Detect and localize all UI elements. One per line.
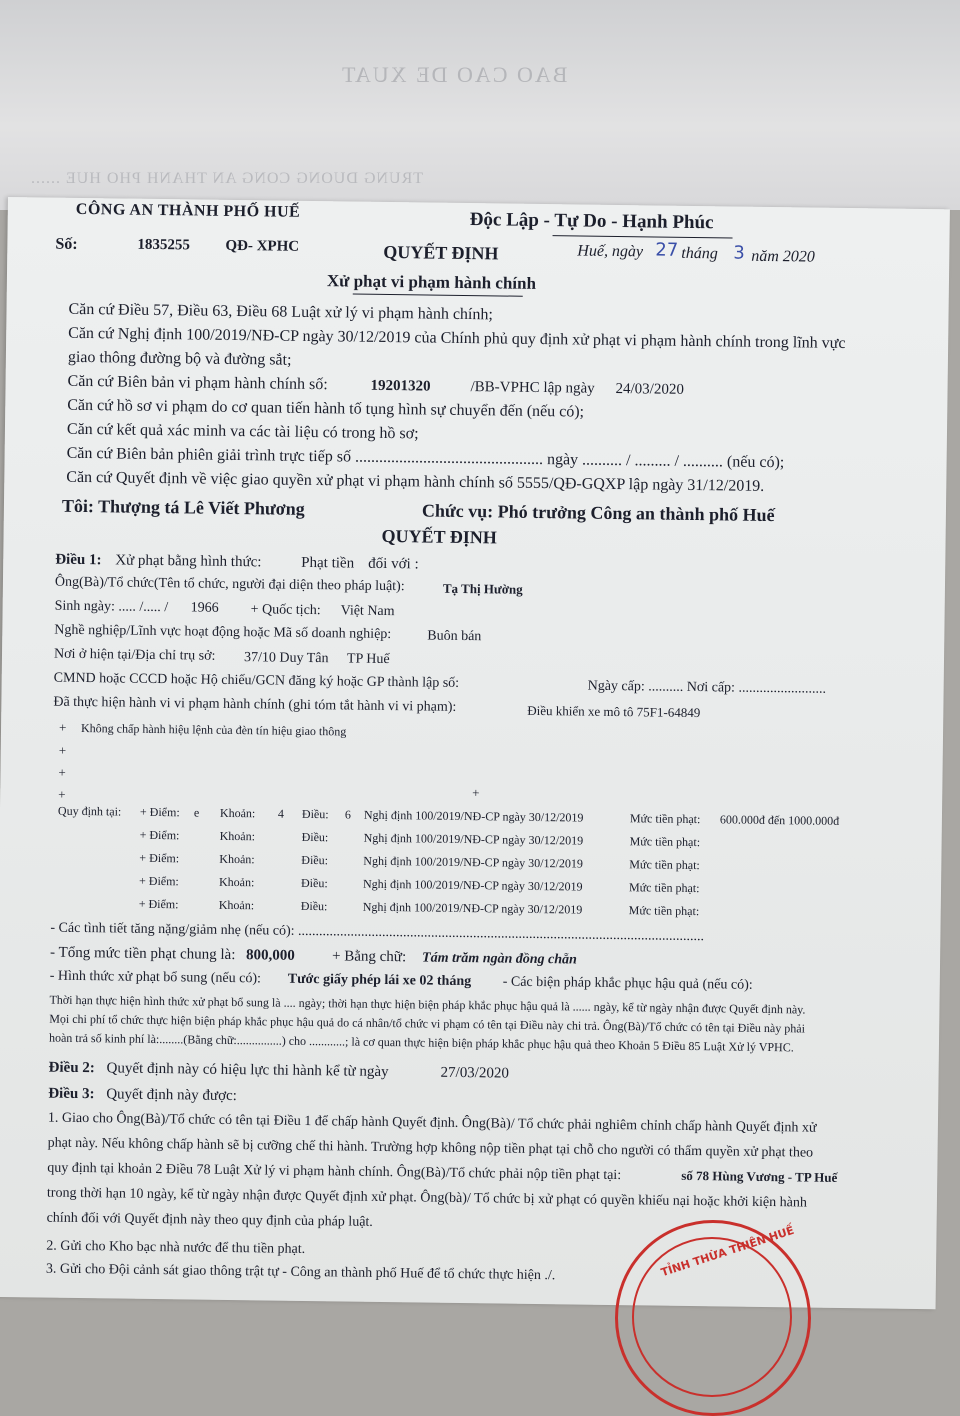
nationality-label: + Quốc tịch: — [250, 602, 321, 619]
basis-line-5: Căn cứ kết quả xác minh va các tài liệu có trong hồ sơ; — [66, 420, 419, 443]
basis-line-2a: Căn cứ Nghị định 100/2019/NĐ-CP ngày 30/12/2019 của Chính phủ quy định xử phạt vi phạm hành chính trong lĩnh vực — [68, 324, 846, 352]
effective-date: 27/03/2020 — [440, 1064, 510, 1082]
violation-bullet: + — [472, 785, 480, 801]
officer-position: Chức vụ: Phó trưởng Công an thành phố Huế — [421, 500, 775, 526]
background-sheet — [0, 0, 960, 210]
khoan-label: Khoản: — [218, 874, 255, 890]
dieu-label: Điều: — [300, 898, 328, 914]
article3-p2: 2. Gửi cho Kho bạc nhà nước để thu tiền phạt. — [46, 1238, 306, 1257]
motto-underline — [553, 235, 733, 238]
officer-name: Tôi: Thượng tá Lê Viết Phương — [61, 495, 305, 519]
decision-number-label: Số: — [55, 235, 78, 253]
national-motto: Độc Lập - Tự Do - Hạnh Phúc — [469, 209, 714, 234]
small-print-3: hoàn trả số kinh phí là:........(Bằng chữ:...............) cho ............; là cơ quan thực hiện biện pháp khắc phục hậu quả theo Khoản 5 Điều 85 Luật Xử lý VPHC. — [48, 1030, 794, 1055]
decision-number: 1835255 — [137, 236, 190, 254]
violation-bullet: + — [58, 764, 66, 780]
basis-line-1: Căn cứ Điều 57, Điều 63, Điều 68 Luật xử lý vi phạm hành chính; — [68, 300, 493, 324]
basis-line-3-label: Căn cứ Biên bản vi phạm hành chính số: — [67, 372, 328, 394]
article3-p1e: chính đối với Quyết định này theo quy định của pháp luật. — [46, 1210, 373, 1230]
fine-label: Mức tiền phạt: — [629, 834, 701, 850]
article3-p3: 3. Gửi cho Đội cảnh sát giao thông trật tự - Công an thành phố Huế để tổ chức thực hiện ./. — [45, 1261, 556, 1284]
fine-value: 600.000đ đến 1000.000đ — [719, 812, 840, 828]
seal-text: TỈNH THỪA THIÊN HUẾ — [659, 1223, 796, 1280]
extra-penalty-label: - Hình thức xử phạt bổ sung (nếu có): — [49, 968, 262, 987]
subtitle-underline — [353, 294, 523, 297]
diem-label: + Điểm: — [138, 873, 179, 889]
regulation-label: Quy định tại: — [57, 803, 122, 819]
nationality: Việt Nam — [340, 603, 395, 620]
handwritten-day: 27 — [655, 239, 679, 261]
fine-label: Mức tiền phạt: — [629, 811, 701, 827]
issue-date: Ngày cấp: .......... Nơi cấp: ......................... — [587, 678, 827, 697]
dieu-label: Điều: — [301, 806, 329, 822]
report-number: 19201320 — [370, 377, 431, 395]
year: năm 2020 — [751, 247, 815, 266]
article2-text: Quyết định này có hiệu lực thi hành kể từ ngày — [106, 1060, 389, 1081]
dieu-label: Điều: — [300, 875, 328, 891]
khoan-label: Khoản: — [219, 828, 256, 844]
small-print-2: Mọi chi phí tổ chức thực hiện biện pháp khắc phục hậu quả do cá nhân/tổ chức vi phạm có tên tại Điều này chi trả. Ông(Bà)/Tổ chức có tên tại Điều này phải — [49, 1011, 806, 1036]
basis-line-7: Căn cứ Quyết định về việc giao quyền xử phạt vi phạm hành chính số 5555/QĐ-GQXP lập ngày 31/12/2019. — [66, 468, 765, 495]
agency-name: CÔNG AN THÀNH PHỐ HUẾ — [75, 200, 301, 221]
amount-words: Tám trăm ngàn đồng chẵn — [421, 950, 577, 968]
small-print-1: Thời hạn thực hiện hình thức xử phạt bổ sung là .... ngày; thời hạn thực hiện biện pháp khắc phục hậu quả là ...... ngày, kể từ ngày nhận được Quyết định này. — [49, 992, 806, 1017]
fine-label: Mức tiền phạt: — [628, 880, 700, 896]
article3-p1a: 1. Giao cho Ông(Bà)/Tổ chức có tên tại Điều 1 để chấp hành Quyết định. Ông(Bà)/ Tổ chức phải nghiêm chỉnh chấp hành Quyết định xử — [47, 1110, 817, 1136]
id-label: CMND hoặc CCCD hoặc Hộ chiếu/GCN đăng ký hoặc GP thành lập số: — [53, 670, 460, 691]
diem-label: + Điểm: — [139, 850, 180, 866]
article3-p1b: phạt này. Nếu không chấp hành sẽ bị cưỡng chế thi hành. Trường hợp không nộp tiền phạt tại chỗ cho người có thẩm quyền xử phạt theo — [47, 1135, 814, 1161]
city: TP Huế — [346, 651, 390, 668]
penalty-against: đối với : — [368, 555, 419, 573]
dieu-label: Điều: — [301, 829, 329, 845]
basis-line-2b: giao thông đường bộ và đường sắt; — [67, 348, 292, 369]
decree: Nghị định 100/2019/NĐ-CP ngày 30/12/2019 — [362, 876, 583, 894]
violation-bullet: + — [58, 742, 67, 758]
circumstances: - Các tình tiết tăng nặng/giảm nhẹ (nếu có): .................................................................................................................... — [50, 920, 705, 945]
article2-label: Điều 2: — [48, 1059, 95, 1077]
total-label: - Tổng mức tiền phạt chung là: — [50, 944, 236, 964]
job-label: Nghề nghiệp/Lĩnh vực hoạt động hoặc Mã số doanh nghiệp: — [54, 622, 392, 643]
violation-bullet: + — [58, 786, 66, 802]
article3-label: Điều 3: — [48, 1085, 95, 1103]
khoan-value: 4 — [277, 806, 285, 821]
remedy-label: - Các biện pháp khắc phục hậu quả (nếu có): — [502, 974, 753, 993]
month-label: tháng — [681, 244, 718, 263]
report-number-suffix: /BB-VPHC lập ngày — [470, 379, 595, 397]
show-through-text: TRUNG DUONG CONG AN THANH PHO HUE ...... — [30, 170, 424, 187]
job: Buôn bán — [427, 628, 482, 645]
khoan-label: Khoản: — [218, 897, 255, 913]
basis-line-4: Căn cứ hồ sơ vi phạm do cơ quan tiến hành tố tụng hình sự chuyển đến (nếu có); — [67, 396, 585, 421]
article1-text: Xử phạt bằng hình thức: — [115, 552, 262, 571]
doc-title: QUYẾT ĐỊNH — [383, 241, 499, 264]
person-label: Ông(Bà)/Tổ chức(Tên tổ chức, người đại diện theo pháp luật): — [54, 574, 405, 595]
decree: Nghị định 100/2019/NĐ-CP ngày 30/12/2019 — [363, 807, 584, 825]
decree: Nghị định 100/2019/NĐ-CP ngày 30/12/2019 — [363, 830, 584, 848]
extra-penalty: Tước giấy phép lái xe 02 tháng — [287, 971, 472, 990]
decision-document — [0, 197, 950, 1309]
amount-words-label: + Bằng chữ: — [331, 948, 407, 966]
decision-number-suffix: QĐ- XPHC — [225, 237, 300, 255]
dob-year: 1966 — [190, 600, 219, 616]
doc-subtitle: Xử phạt vi phạm hành chính — [326, 271, 537, 293]
khoan-label: Khoản: — [219, 851, 255, 867]
vehicle: Điều khiển xe mô tô 75F1-64849 — [527, 702, 701, 721]
address: 37/10 Duy Tân — [243, 650, 329, 667]
red-seal-stamp — [615, 1220, 811, 1416]
diem-label: + Điểm: — [139, 827, 180, 843]
person-name: Tạ Thị Hường — [442, 580, 523, 597]
decree: Nghị định 100/2019/NĐ-CP ngày 30/12/2019 — [362, 899, 583, 917]
address-label: Nơi ở hiện tại/Địa chỉ trụ sở: — [53, 646, 216, 664]
article1-label: Điều 1: — [55, 551, 102, 569]
diem-label: + Điểm: — [139, 804, 180, 820]
penalty-type: Phạt tiền — [301, 554, 355, 572]
dob-label: Sinh ngày: ..... /..... / — [54, 598, 169, 616]
dieu-label: Điều: — [301, 852, 329, 868]
show-through-text: BAO CAO DE XUAT — [340, 62, 568, 87]
fine-label: Mức tiền phạt: — [628, 903, 700, 919]
report-date: 24/03/2020 — [615, 380, 684, 398]
total-amount: 800,000 — [245, 947, 295, 964]
handwritten-month: 3 — [733, 242, 745, 264]
violation-text: Không chấp hành hiệu lệnh của đèn tín hiệu giao thông — [80, 721, 347, 739]
diem-label: + Điểm: — [138, 896, 179, 912]
dieu-value: 6 — [344, 807, 352, 822]
article3-p1d: trong thời hạn 10 ngày, kể từ ngày nhận được Quyết định xử phạt. Ông(bà)/ Tổ chức bị xử phạt có quyền khiếu nại hoặc khởi kiện hành — [46, 1185, 807, 1211]
fine-label: Mức tiền phạt: — [629, 857, 700, 873]
decision-heading: QUYẾT ĐỊNH — [381, 525, 497, 548]
basis-line-6: Căn cứ Biên bản phiên giải trình trực tiếp số ............................................... ngày .......... / ......... / .......... (nếu có); — [66, 444, 785, 472]
article3-p1c: quy định tại khoản 2 Điều 78 Luật Xử lý vi phạm hành chính. Ông(Bà)/Tổ chức phải nộp tiền phạt tại: — [47, 1160, 622, 1184]
article3-text: Quyết định này được: — [106, 1086, 237, 1105]
violation-label: Đã thực hiện hành vi vi phạm hành chính (ghi tóm tắt hành vi vi phạm): — [53, 694, 457, 715]
diem-value: e — [193, 805, 200, 820]
khoan-label: Khoản: — [219, 805, 256, 821]
date-prefix: Huế, ngày — [577, 242, 644, 261]
payment-place: số 78 Hùng Vương - TP Huế — [681, 1167, 838, 1185]
decree: Nghị định 100/2019/NĐ-CP ngày 30/12/2019 — [363, 853, 583, 871]
violation-bullet: + — [58, 719, 67, 735]
